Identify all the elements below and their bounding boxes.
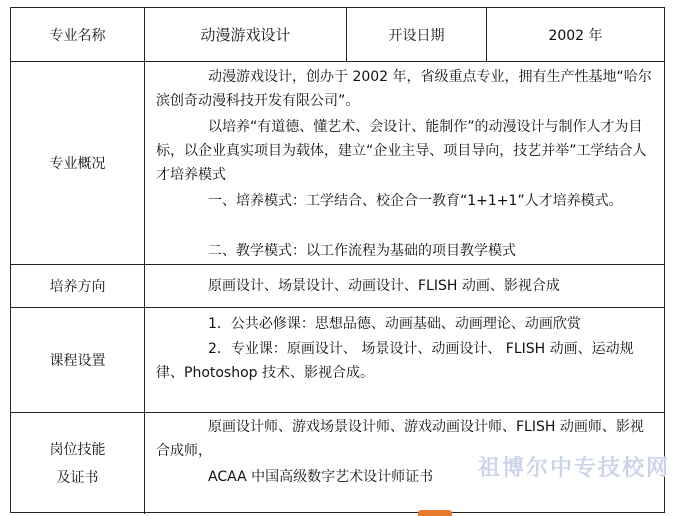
major-name-value: 动漫游戏设计 xyxy=(200,26,291,44)
major-name-label: 专业名称 xyxy=(49,27,106,44)
jobs-label-line: 及证书 xyxy=(56,469,99,486)
column-divider xyxy=(144,8,145,514)
overview-label: 专业概况 xyxy=(49,156,106,172)
orange-tab-marker xyxy=(418,510,452,516)
jobs-label xyxy=(11,413,144,514)
overview-paragraph: 一、培养模式：工学结合、校企合一教育“1+1+1”人才培养模式。 xyxy=(208,193,623,209)
start-date-value: 2002 年 xyxy=(548,27,603,44)
jobs-label-line: 岗位技能 xyxy=(49,441,106,458)
course-line: 2．专业课：原画设计、 场景设计、动画设计、 FLISH 动画、运动规律、Photoshop 技术、影视合成。 xyxy=(156,341,634,381)
course-line: 1．公共必修课：思想品德、动画基础、动画理论、动画欣赏 xyxy=(208,316,581,332)
major-info-table xyxy=(10,7,665,513)
jobs-paragraph: 原画设计师、游戏场景设计师、游戏动画设计师、FLISH 动画师、影视合成师， xyxy=(156,419,644,459)
overview-paragraph: 动漫游戏设计，创办于 2002 年，省级重点专业，拥有生产性基地“哈尔滨创奇动漫科技开发有限公司”。 xyxy=(156,69,652,109)
overview-paragraph: 以培养“有道德、懂艺术、会设计、能制作”的动漫设计与制作人才为目标，以企业真实项目为载体，建立“企业主导、项目导向，技艺并举”工学结合人才培养模式 xyxy=(156,119,647,183)
site-watermark: 祖博尔中专技校网 xyxy=(478,456,671,481)
start-date-label: 开设日期 xyxy=(388,27,445,44)
jobs-certificate: ACAA 中国高级数字艺术设计师证书 xyxy=(208,469,434,485)
overview-paragraph: 二、教学模式：以工作流程为基础的项目教学模式 xyxy=(208,243,516,259)
courses-label: 课程设置 xyxy=(49,353,106,369)
direction-value: 原画设计、场景设计、动画设计、FLISH 动画、影视合成 xyxy=(208,278,560,294)
direction-label: 培养方向 xyxy=(49,279,106,295)
